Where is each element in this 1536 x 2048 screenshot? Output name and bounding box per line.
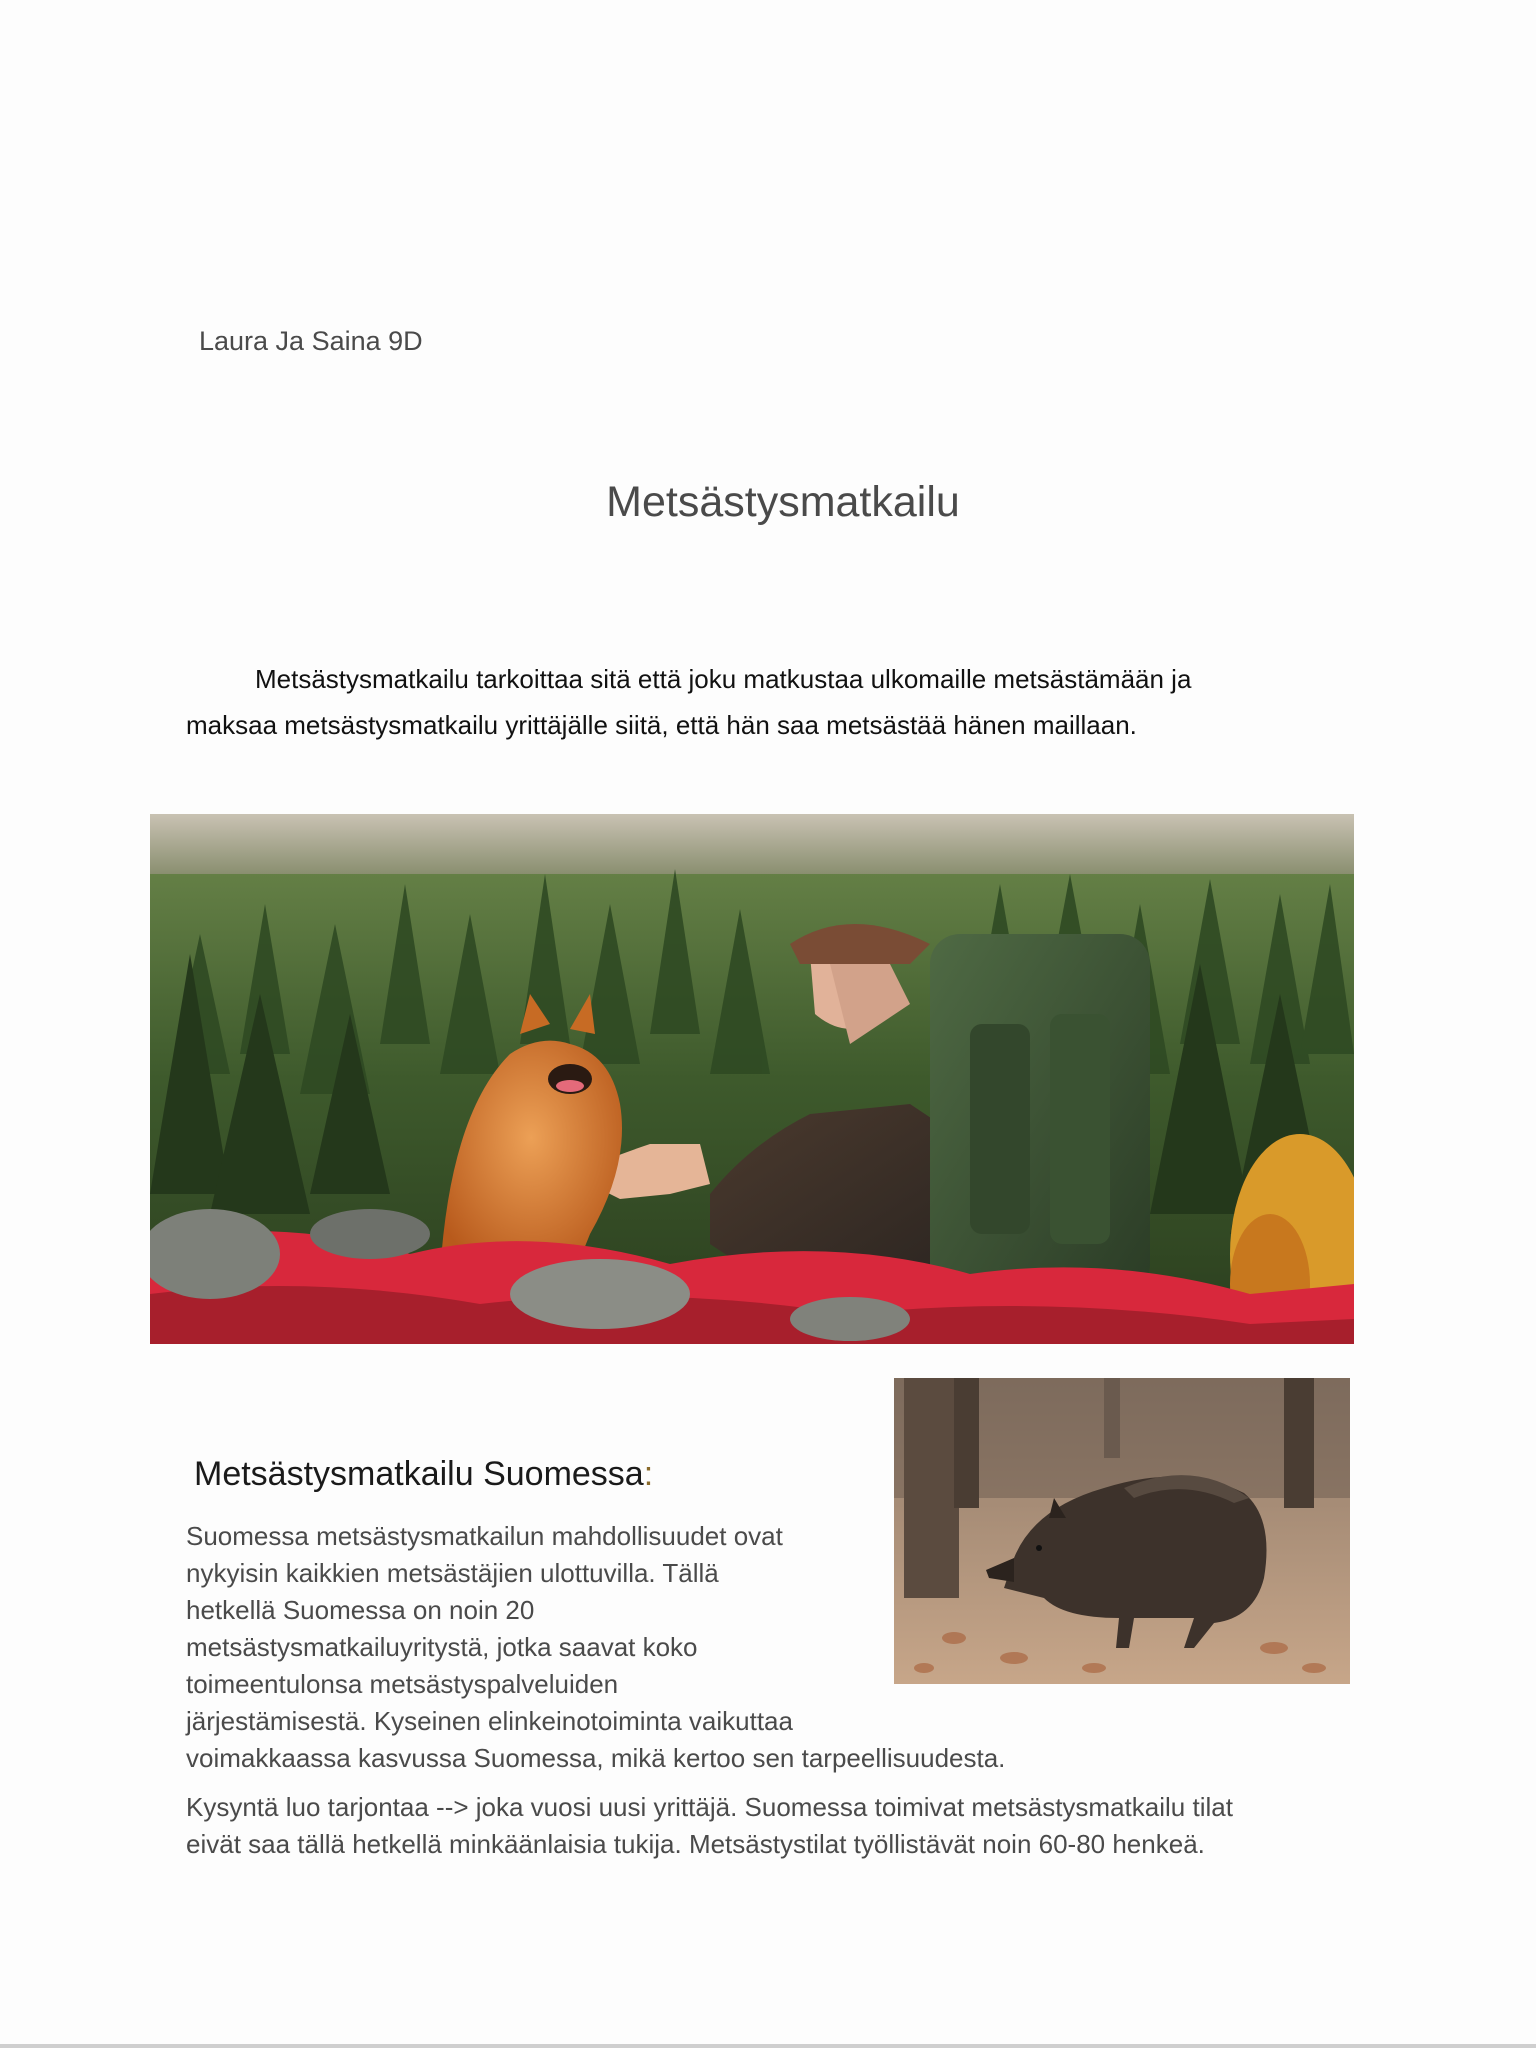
intro-line-2: maksaa metsästysmatkailu yrittäjälle siitä, että hän saa metsästää hänen maillaan. (186, 710, 1137, 740)
wild-boar-illustration (894, 1378, 1350, 1684)
section-heading: Metsästysmatkailu Suomessa: (194, 1455, 654, 1493)
para2-line-1: Kysyntä luo tarjontaa --> joka vuosi uusi yrittäjä. Suomessa toimivat metsästysmatkailu tilat (186, 1792, 1233, 1822)
wild-boar-photo (894, 1378, 1350, 1684)
section-paragraph-1 (186, 1518, 866, 1740)
para1-line: Suomessa metsästysmatkailun mahdollisuudet ovat (186, 1521, 783, 1551)
hunter-with-dog-photo (150, 814, 1354, 1344)
para1-line: nykyisin kaikkien metsästäjien ulottuvilla. Tällä (186, 1558, 719, 1588)
para1-last-line: voimakkaassa kasvussa Suomessa, mikä kertoo sen tarpeellisuudesta. (186, 1743, 1006, 1773)
para1-line: järjestämisestä. Kyseinen elinkeinotoiminta vaikuttaa (186, 1706, 793, 1736)
para2-line-2: eivät saa tällä hetkellä minkäänlaisia tukija. Metsästystilat työllistävät noin 60-80 henkeä. (186, 1829, 1205, 1859)
document-title: Metsästysmatkailu (606, 478, 960, 526)
page-bottom-edge (0, 2044, 1536, 2048)
para1-line: hetkellä Suomessa on noin 20 (186, 1595, 535, 1625)
section-paragraph-2 (186, 1789, 1366, 1863)
intro-paragraph (186, 656, 1346, 748)
author-line: Laura Ja Saina 9D (199, 326, 423, 356)
hunter-with-dog-illustration (150, 814, 1354, 1344)
para1-line: toimeentulonsa metsästyspalveluiden (186, 1669, 619, 1699)
intro-line-1: Metsästysmatkailu tarkoittaa sitä että joku matkustaa ulkomaille metsästämään ja (255, 664, 1192, 694)
para1-line: metsästysmatkailuyritystä, jotka saavat koko (186, 1632, 698, 1662)
